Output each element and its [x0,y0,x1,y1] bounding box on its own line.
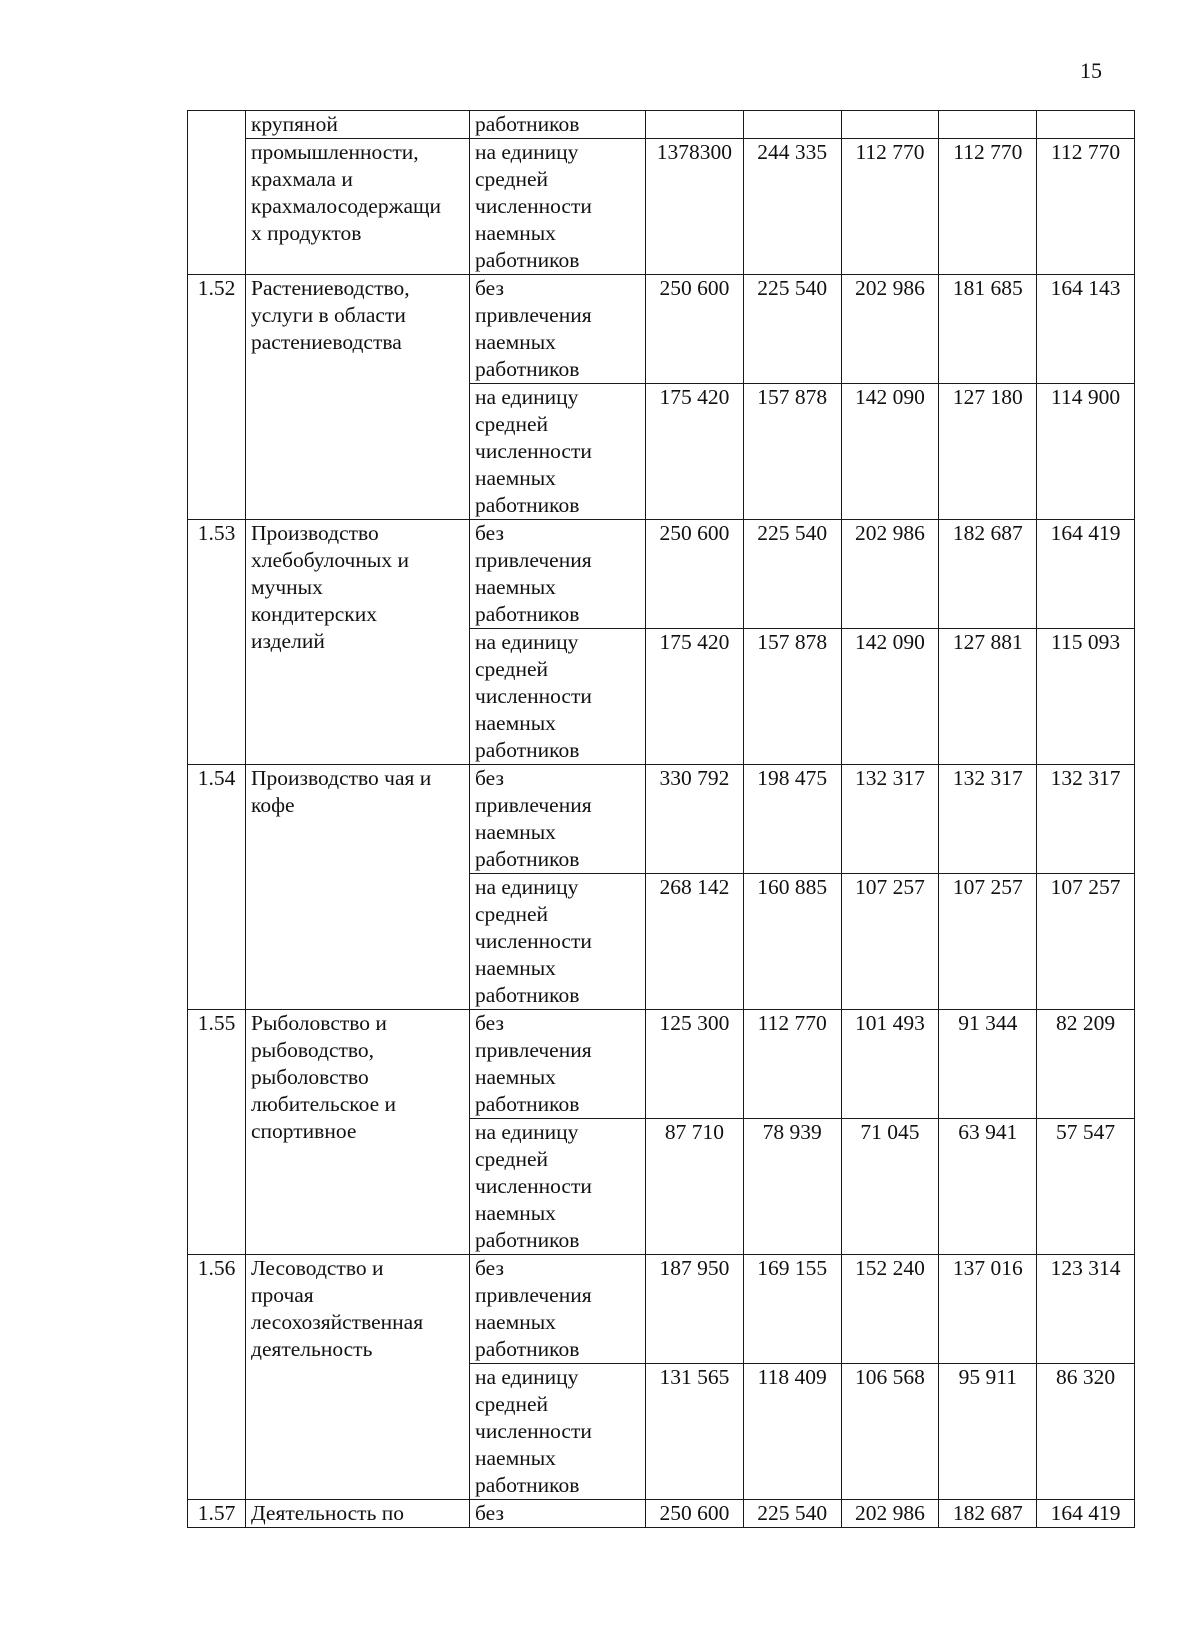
value-cell: 164 419 [1037,520,1135,629]
value-cell: 250 600 [646,275,744,384]
condition-cell: на единицу средней численности наемных работников [470,384,646,520]
row-number: 1.57 [188,1500,246,1528]
table-row [188,1500,1135,1528]
value-cell: 86 320 [1037,1364,1135,1500]
page-number: 15 [1080,58,1102,83]
activity-name: Рыболовство и рыбоводство, рыболовство любительское и спортивное [246,1010,470,1255]
value-cell: 112 770 [841,139,939,275]
table-row [188,1010,1135,1119]
value-cell: 78 939 [743,1119,841,1255]
value-cell: 137 016 [939,1255,1037,1364]
condition-cell: без привлечения наемных работников [470,520,646,629]
value-cell [743,111,841,139]
value-cell: 202 986 [841,1500,939,1528]
value-cell: 182 687 [939,520,1037,629]
condition-cell: на единицу средней численности наемных работников [470,1364,646,1500]
condition-cell: без [470,1500,646,1528]
table-row [188,275,1135,384]
row-number: 1.55 [188,1010,246,1255]
value-cell: 127 180 [939,384,1037,520]
value-cell: 63 941 [939,1119,1037,1255]
activity-name: Растениеводство, услуги в области растениеводства [246,275,470,520]
activity-name: крупяной [246,111,470,139]
value-cell: 118 409 [743,1364,841,1500]
value-cell: 71 045 [841,1119,939,1255]
value-cell: 175 420 [646,384,744,520]
value-cell: 182 687 [939,1500,1037,1528]
tariff-table [187,110,1135,1528]
value-cell: 127 881 [939,629,1037,765]
activity-name: Производство хлебобулочных и мучных кондитерских изделий [246,520,470,765]
condition-cell: на единицу средней численности наемных работников [470,629,646,765]
value-cell: 198 475 [743,765,841,874]
value-cell: 250 600 [646,1500,744,1528]
activity-name: Производство чая и кофе [246,765,470,1010]
table-row [188,520,1135,629]
value-cell: 164 143 [1037,275,1135,384]
value-cell: 91 344 [939,1010,1037,1119]
condition-cell: без привлечения наемных работников [470,1010,646,1119]
value-cell [939,111,1037,139]
value-cell [841,111,939,139]
value-cell: 132 317 [1037,765,1135,874]
value-cell [646,111,744,139]
value-cell: 125 300 [646,1010,744,1119]
value-cell: 1378300 [646,139,744,275]
condition-cell: без привлечения наемных работников [470,765,646,874]
value-cell: 112 770 [1037,139,1135,275]
value-cell: 181 685 [939,275,1037,384]
value-cell: 330 792 [646,765,744,874]
value-cell: 202 986 [841,275,939,384]
table-row [188,765,1135,874]
condition-cell: на единицу средней численности наемных работников [470,874,646,1010]
value-cell: 107 257 [1037,874,1135,1010]
value-cell: 87 710 [646,1119,744,1255]
value-cell: 225 540 [743,275,841,384]
value-cell: 107 257 [939,874,1037,1010]
table-row [188,111,1135,139]
row-number: 1.52 [188,275,246,520]
value-cell: 115 093 [1037,629,1135,765]
value-cell: 112 770 [743,1010,841,1119]
value-cell: 152 240 [841,1255,939,1364]
value-cell: 244 335 [743,139,841,275]
value-cell: 112 770 [939,139,1037,275]
value-cell: 107 257 [841,874,939,1010]
value-cell: 160 885 [743,874,841,1010]
value-cell [1037,111,1135,139]
condition-cell: на единицу средней численности наемных работников [470,139,646,275]
value-cell: 225 540 [743,1500,841,1528]
activity-name: Лесоводство и прочая лесохозяйственная деятельность [246,1255,470,1500]
value-cell: 142 090 [841,629,939,765]
value-cell: 142 090 [841,384,939,520]
value-cell: 106 568 [841,1364,939,1500]
value-cell: 225 540 [743,520,841,629]
value-cell: 132 317 [841,765,939,874]
activity-name: промышленности, крахмала и крахмалосодержащи х продуктов [246,139,470,275]
value-cell: 175 420 [646,629,744,765]
value-cell: 123 314 [1037,1255,1135,1364]
condition-cell: работников [470,111,646,139]
row-number [188,111,246,275]
value-cell: 157 878 [743,384,841,520]
value-cell: 169 155 [743,1255,841,1364]
value-cell: 268 142 [646,874,744,1010]
value-cell: 57 547 [1037,1119,1135,1255]
value-cell: 131 565 [646,1364,744,1500]
condition-cell: на единицу средней численности наемных работников [470,1119,646,1255]
value-cell: 101 493 [841,1010,939,1119]
value-cell: 132 317 [939,765,1037,874]
value-cell: 82 209 [1037,1010,1135,1119]
row-number: 1.54 [188,765,246,1010]
activity-name: Деятельность по [246,1500,470,1528]
value-cell: 187 950 [646,1255,744,1364]
value-cell: 164 419 [1037,1500,1135,1528]
condition-cell: без привлечения наемных работников [470,275,646,384]
value-cell: 202 986 [841,520,939,629]
condition-cell: без привлечения наемных работников [470,1255,646,1364]
value-cell: 157 878 [743,629,841,765]
row-number: 1.53 [188,520,246,765]
value-cell: 250 600 [646,520,744,629]
value-cell: 114 900 [1037,384,1135,520]
table-row [188,1255,1135,1364]
row-number: 1.56 [188,1255,246,1500]
value-cell: 95 911 [939,1364,1037,1500]
table-row [188,139,1135,275]
